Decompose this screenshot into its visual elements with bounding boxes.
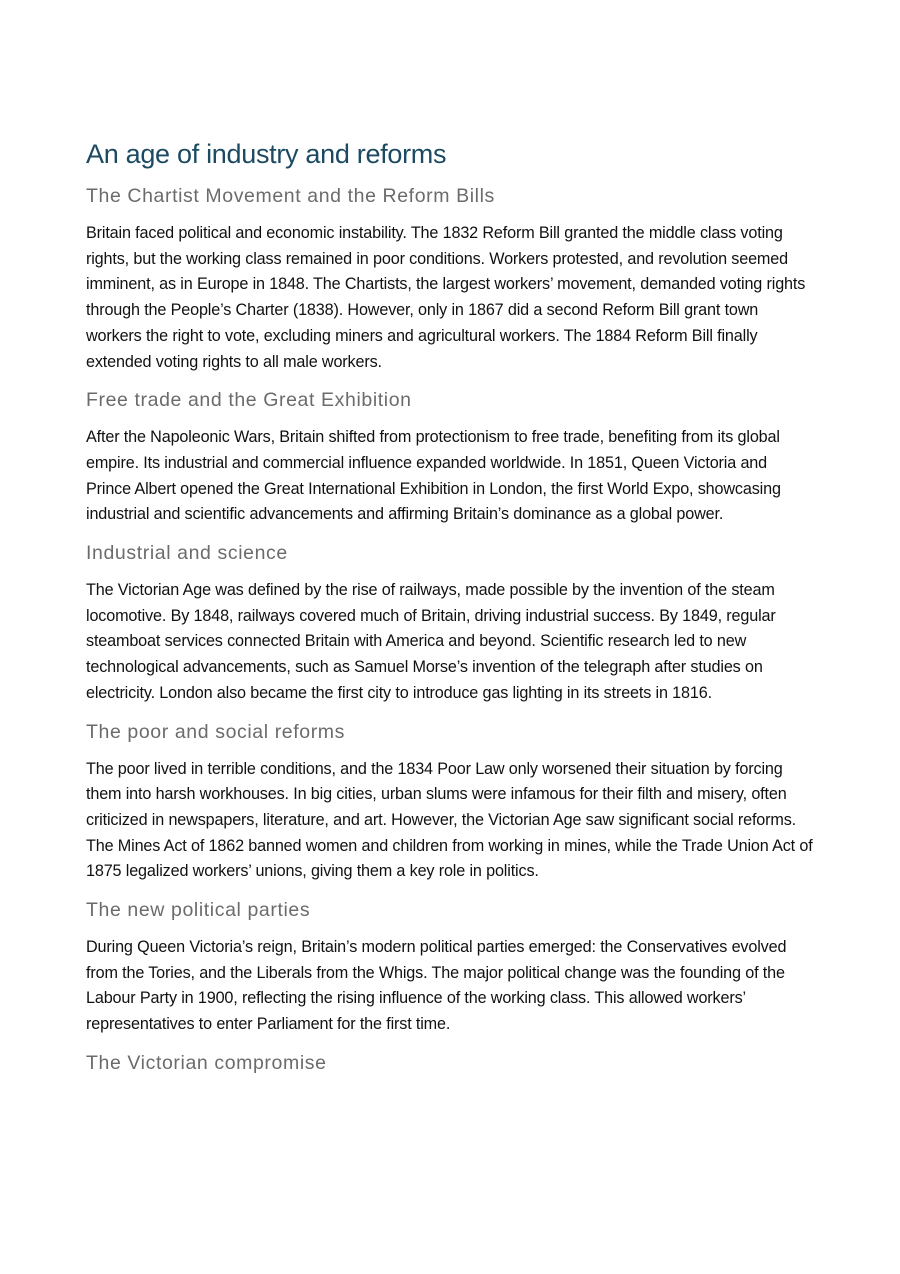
section-heading-compromise: The Victorian compromise: [86, 1051, 327, 1074]
section-heading-industrial: Industrial and science: [86, 542, 288, 565]
section-heading-chartist: The Chartist Movement and the Reform Bills: [86, 185, 495, 207]
page-title: An age of industry and reforms: [86, 139, 447, 169]
document-page: [86, 137, 814, 1088]
section-text-parties: During Queen Victoria’s reign, Britain’s modern political parties emerged: the Conservatives evolved from the Tories, and the Liberals from the Whigs. The major political change was the founding of the Labour Party in 1900, reflecting the rising influence of the working class. This allowed workers’ representatives to enter Parliament for the first time.: [86, 938, 787, 1034]
section-text-free-trade: After the Napoleonic Wars, Britain shifted from protectionism to free trade, benefiting from its global empire. Its industrial and commercial influence expanded worldwide. In 1851, Queen Victoria and Prince Albert opened the Great International Exhibition in London, the first World Expo, showcasing industrial and scientific advancements and affirming Britain’s dominance as a global power.: [86, 428, 781, 524]
section-text-industrial: The Victorian Age was defined by the rise of railways, made possible by the invention of the steam locomotive. By 1848, railways covered much of Britain, driving industrial success. By 1849, regular steamboat services connected Britain with America and beyond. Scientific research led to new technological advancements, such as Samuel Morse’s invention of the telegraph after studies on electricity. London also became the first city to introduce gas lighting in its streets in 1816.: [86, 581, 776, 702]
section-heading-poor: The poor and social reforms: [86, 720, 345, 743]
section-text-poor: The poor lived in terrible conditions, and the 1834 Poor Law only worsened their situation by forcing them into harsh workhouses. In big cities, urban slums were infamous for their filth and misery, often criticized in newspapers, literature, and art. However, the Victorian Age saw significant social reforms. The Mines Act of 1862 banned women and children from working in mines, while the Trade Union Act of 1875 legalized workers’ unions, giving them a key role in politics.: [86, 759, 813, 881]
section-heading-parties: The new political parties: [86, 899, 311, 922]
section-heading-free-trade: Free trade and the Great Exhibition: [86, 389, 412, 412]
section-text-chartist: Britain faced political and economic instability. The 1832 Reform Bill granted the middle class voting rights, but the working class remained in poor conditions. Workers protested, and revolution seemed imminent, as in Europe in 1848. The Chartists, the largest workers’ movement, demanded voting rights through the People’s Charter (1838). However, only in 1867 did a second Reform Bill grant town workers the right to vote, excluding miners and agricultural workers. The 1884 Reform Bill finally extended voting rights to all male workers.: [86, 224, 806, 371]
